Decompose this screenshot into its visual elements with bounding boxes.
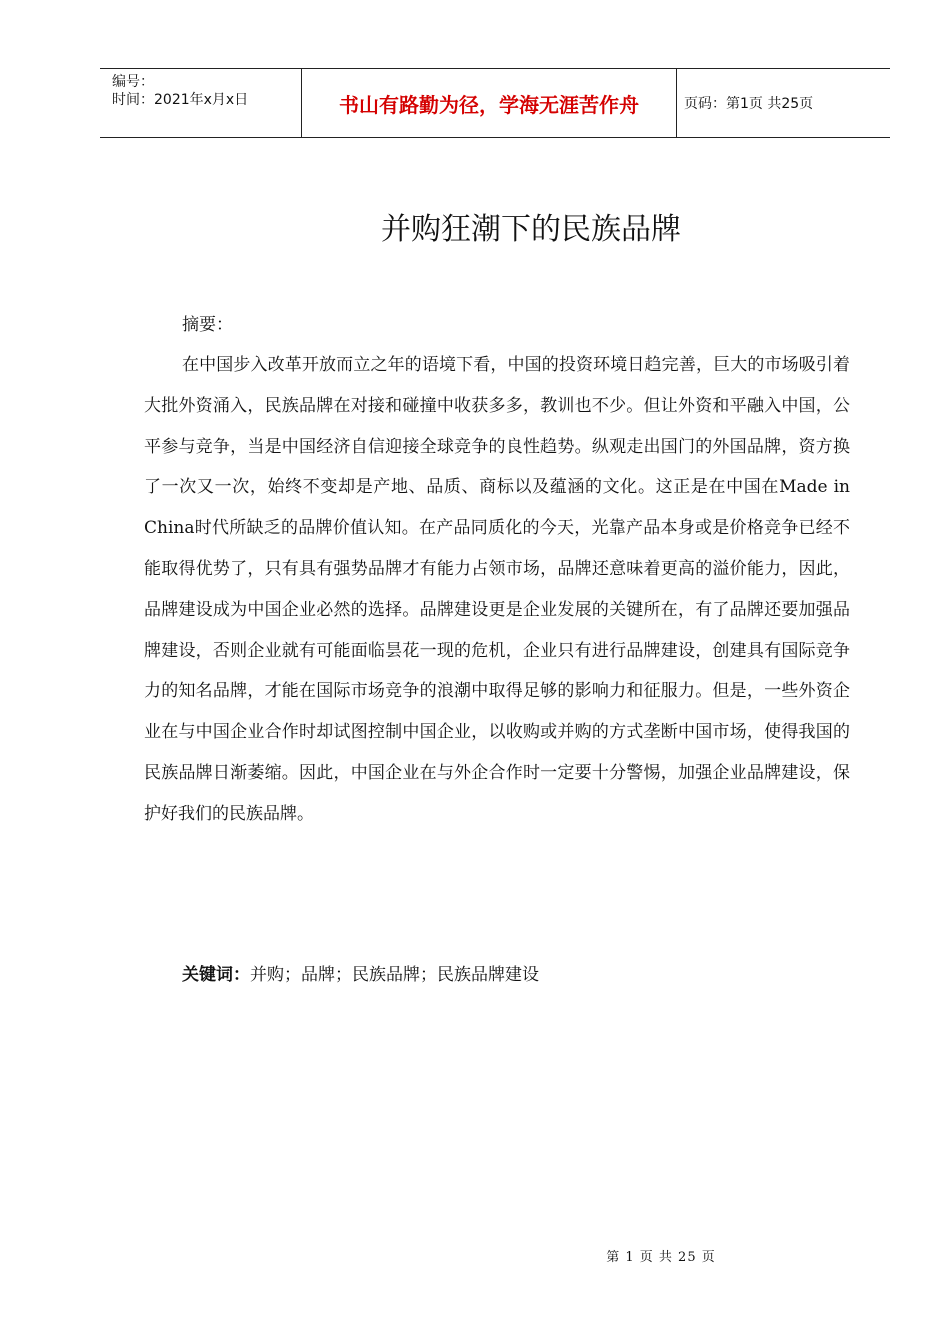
header-motto: 书山有路勤为径，学海无涯苦作舟: [301, 69, 677, 137]
keywords-value: 并购；品牌；民族品牌；民族品牌建设: [250, 965, 539, 985]
page-footer: 第 1 页 共 25 页: [606, 1250, 716, 1265]
date-line: 时间：2021年x月x日: [112, 92, 249, 108]
header-meta: [100, 69, 300, 137]
keywords-label: 关键词：: [182, 965, 250, 985]
abstract-paragraph: 在中国步入改革开放而立之年的语境下看，中国的投资环境日趋完善，巨大的市场吸引着大批外资涌入，民族品牌在对接和碰撞中收获多多，教训也不少。但让外资和平融入中国，公平参与竞争，当是中国经济自信迎接全球竞争的良性趋势。纵观走出国门的外国品牌，资方换了一次又一次，始终不变却是产地、品质、商标以及蕴涵的文化。这正是在中国在Made in China时代所缺乏的品牌价值认知。在产品同质化的今天，光靠产品本身或是价格竞争已经不能取得优势了，只有具有强势品牌才有能力占领市场，品牌还意味着更高的溢价能力，因此，品牌建设成为中国企业必然的选择。品牌建设更是企业发展的关键所在，有了品牌还要加强品牌建设，否则企业就有可能面临昙花一现的危机，企业只有进行品牌建设，创建具有国际竞争力的知名品牌，才能在国际市场竞争的浪潮中取得足够的影响力和征服力。但是，一些外资企业在与中国企业合作时却试图控制中国企业，以收购或并购的方式垄断中国市场，使得我国的民族品牌日渐萎缩。因此，中国企业在与外企合作时一定要十分警惕，加强企业品牌建设，保护好我们的民族品牌。: [144, 355, 850, 824]
serial-number: 编号：: [112, 74, 154, 90]
header-page-info: 页码：第1页 共25页: [684, 96, 814, 112]
abstract-label: 摘要：: [182, 315, 233, 335]
document-title: 并购狂潮下的民族品牌: [381, 212, 681, 247]
keywords-line: [182, 960, 539, 985]
page-header: [100, 68, 890, 138]
